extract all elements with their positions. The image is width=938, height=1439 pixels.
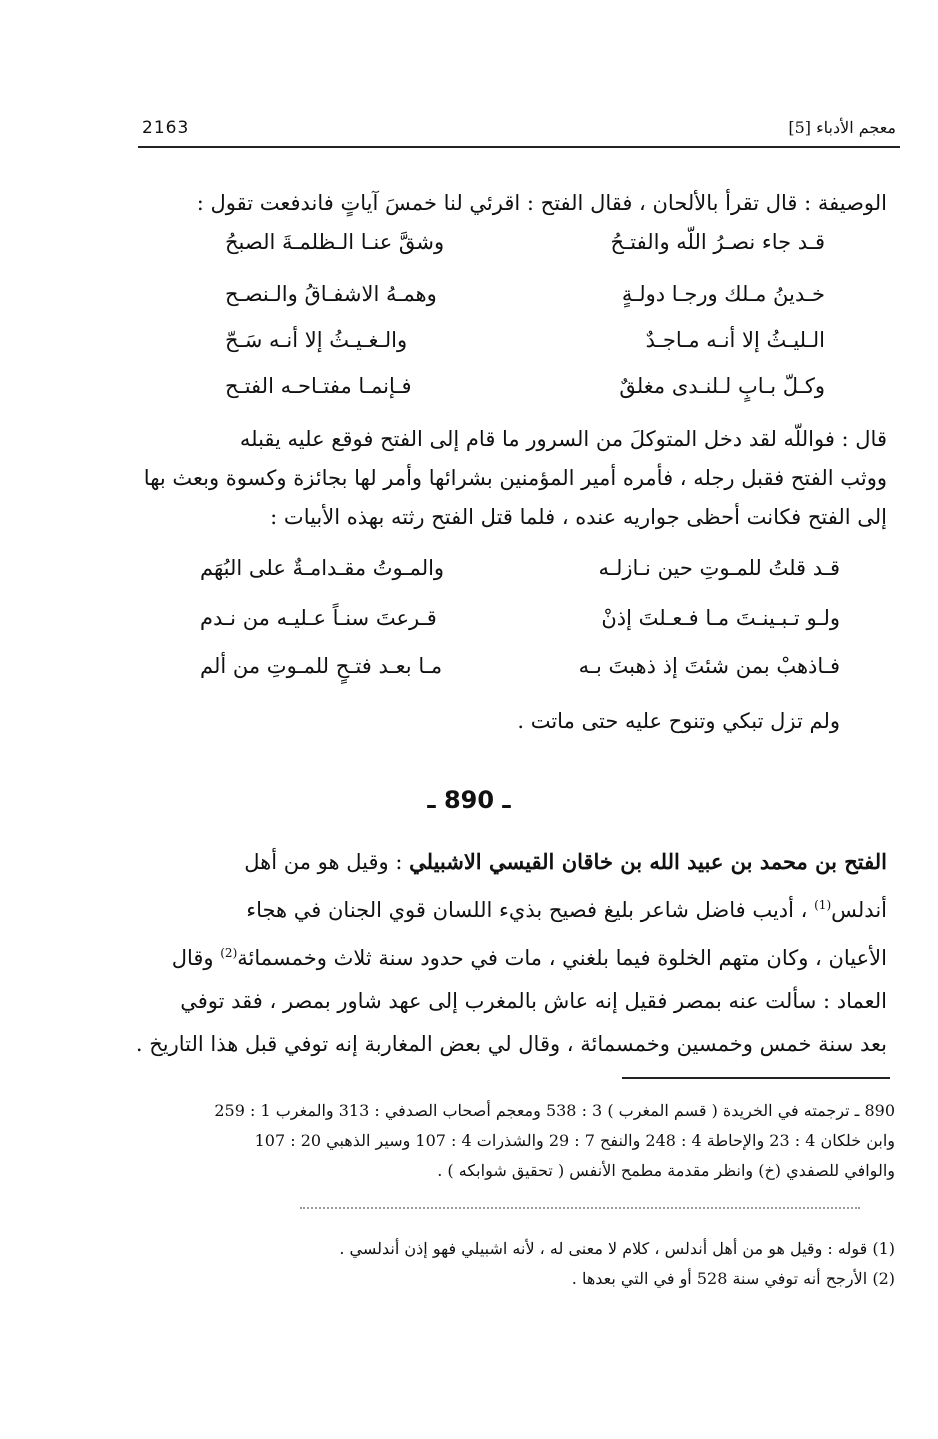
verse xyxy=(225,282,825,322)
verse xyxy=(225,374,825,414)
verse-second-hemistich: وهمـهُ الاشفـاقُ والـنصـح xyxy=(225,282,437,306)
closing-line xyxy=(440,702,840,741)
biography-paragraph xyxy=(135,840,887,1066)
footnote: (2) الأرجح أنه توفي سنة 528 أو في التي بعدها . xyxy=(571,1269,895,1288)
text-line: قال : فواللّه لقد دخل المتوكلَ من السرور ما قام إلى الفتح فوقع عليه يقبله xyxy=(239,427,887,451)
text-line xyxy=(135,932,887,980)
verse-second-hemistich: وشقَّ عنـا الـظلمـةَ الصبحُ xyxy=(225,230,445,254)
text-segment: الأعيان ، وكان متهم الخلوة فيما بلغني ، مات في حدود سنة ثلاث وخمسمائة xyxy=(237,946,887,970)
text-line: العماد : سألت عنه بمصر فقيل إنه عاش بالمغرب إلى عهد شاور بمصر ، فقد توفي xyxy=(180,989,887,1013)
text-line xyxy=(135,884,887,932)
verse xyxy=(200,556,840,596)
verse-first-hemistich: الـليـثُ إلا أنـه مـاجـدٌ xyxy=(645,328,825,352)
text-line: ولم تزل تبكي وتنوح عليه حتى ماتت . xyxy=(517,709,840,733)
source-line: 890 ـ ترجمته في الخريدة ( قسم المغرب ) 3 : 538 ومعجم أصحاب الصدفي : 313 والمغرب 1 : 259 xyxy=(214,1101,895,1120)
text-segment: أندلس xyxy=(831,898,887,922)
text-segment: ، أديب فاضل شاعر بليغ فصيح بذيء اللسان قوي الجنان في هجاء xyxy=(246,898,815,922)
verse-second-hemistich: فـإنمـا مفتـاحـه الفتـح xyxy=(225,374,412,398)
verse-first-hemistich: قـد جاء نصـرُ اللّه والفتـحُ xyxy=(610,230,825,254)
narrative-paragraph xyxy=(135,420,887,537)
verse-second-hemistich: والمـوتُ مقـدامـةٌ على البُهَم xyxy=(200,556,445,580)
text-segment: وقال xyxy=(171,946,221,970)
footnote-marker: (1) xyxy=(814,898,832,912)
book-title: معجم الأدباء [5] xyxy=(788,118,896,137)
verse xyxy=(225,328,825,368)
sources-note xyxy=(135,1096,895,1186)
page-number: 2163 xyxy=(142,118,190,138)
verse xyxy=(200,654,840,694)
text-line: ووثب الفتح فقبل رجله ، فأمره أمير المؤمنين بشرائها وأمر لها بجائزة وكسوة وبعث بها xyxy=(143,466,887,490)
source-line: وابن خلكان 4 : 23 والإحاطة 4 : 248 والنفح 7 : 29 والشذرات 4 : 107 وسير الذهبي 20 : 107 xyxy=(254,1131,895,1150)
verse-first-hemistich: ولـو تـبـينـتَ مـا فـعـلتَ إذنْ xyxy=(601,606,840,630)
entry-number: ـ 890 ـ xyxy=(427,786,511,814)
intro-paragraph xyxy=(135,184,887,223)
source-line: والوافي للصفدي (خ) وانظر مقدمة مطمح الأنفس ( تحقيق شوابكه ) . xyxy=(437,1161,895,1180)
verse xyxy=(225,230,825,270)
dotted-divider xyxy=(300,1207,860,1209)
verse-first-hemistich: خـدينُ مـلك ورجـا دولـةٍ xyxy=(621,282,825,306)
verse-second-hemistich: قـرعتَ سنـاً عـليـه من نـدم xyxy=(200,606,437,630)
footnotes xyxy=(135,1234,895,1294)
verse xyxy=(200,606,840,646)
verse-first-hemistich: فـاذهبْ بمن شئتَ إذ ذهبتَ بـه xyxy=(578,654,840,678)
subject-name: الفتح بن محمد بن عبيد الله بن خاقان القيسي الاشبيلي xyxy=(409,849,887,874)
intro-line: الوصيفة : قال تقرأ بالألحان ، فقال الفتح : اقرئي لنا خمسَ آياتٍ فاندفعت تقول : xyxy=(196,191,887,215)
verse-first-hemistich: قـد قلتُ للمـوتِ حين نـازلـه xyxy=(598,556,840,580)
text-line: بعد سنة خمس وخمسين وخمسمائة ، وقال لي بعض المغاربة إنه توفي قبل هذا التاريخ . xyxy=(135,1032,887,1056)
verse-second-hemistich: مـا بعـد فتـحٍ للمـوتِ من ألم xyxy=(200,654,443,678)
page-header xyxy=(138,116,900,148)
footnote: (1) قوله : وقيل هو من أهل أندلس ، كلام لا معنى له ، لأنه اشبيلي فهو إذن أندلسي . xyxy=(339,1239,895,1258)
text-segment: : وقيل هو من أهل xyxy=(244,850,410,874)
text-line xyxy=(135,840,887,884)
footnote-marker: (2) xyxy=(220,946,238,960)
verse-first-hemistich: وكـلّ بـابٍ لـلنـدى مغلقٌ xyxy=(619,374,825,398)
text-line: إلى الفتح فكانت أحظى جواريه عنده ، فلما قتل الفتح رثته بهذه الأبيات : xyxy=(270,505,887,529)
footnote-separator xyxy=(622,1077,890,1079)
verse-second-hemistich: والـغـيـثُ إلا أنـه سَـحّ xyxy=(225,328,408,352)
